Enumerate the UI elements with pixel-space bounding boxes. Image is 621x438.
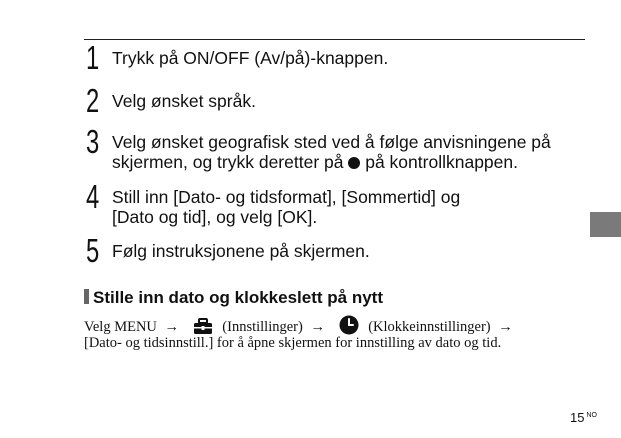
step-number: 4 [86, 178, 100, 215]
step-text-line: Velg ønsket geografisk sted ved å følge anvisningene på [112, 132, 551, 152]
arrow-right-icon: → [498, 319, 513, 335]
step-text [112, 48, 388, 68]
top-rule [84, 39, 585, 40]
step-text-fragment: skjermen, og trykk deretter på [112, 152, 344, 172]
page-language: NO [586, 412, 597, 419]
page-number [570, 409, 597, 425]
section-heading [84, 288, 383, 308]
step-text-line [112, 152, 551, 172]
heading-bar [84, 289, 89, 304]
page-number-value: 15 [570, 410, 585, 425]
step-number: 2 [86, 82, 100, 119]
side-tab [590, 212, 621, 237]
step-text [112, 91, 256, 111]
filled-circle-icon [348, 157, 360, 169]
settings-label: (Innstillinger) [222, 319, 303, 335]
step-text [112, 132, 551, 172]
step-text-line: Still inn [Dato- og tidsformat], [Sommertid] og [112, 187, 461, 207]
step-text-line: [Dato og tid], og velg [OK]. [112, 207, 318, 227]
instruction-line-2: [Dato- og tidsinnstill.] for å åpne skjermen for innstilling av dato og tid. [84, 335, 502, 351]
step-text [112, 241, 370, 261]
step-text-line: Følg instruksjonene på skjermen. [112, 241, 370, 261]
step-text-fragment: på kontrollknappen. [365, 152, 518, 172]
step-text [112, 187, 460, 227]
step-number: 1 [86, 39, 100, 76]
step-text-line: Velg ønsket språk. [112, 91, 256, 111]
clock-settings-label: (Klokkeinnstillinger) [368, 319, 491, 335]
section-heading-text: Stille inn dato og klokkeslett på nytt [93, 288, 383, 307]
arrow-right-icon: → [310, 319, 325, 335]
step-number: 5 [86, 232, 100, 269]
step-text-line: Trykk på ON/OFF (Av/på)-knappen. [112, 48, 389, 68]
instruction-text: Velg MENU [84, 319, 157, 335]
step-number: 3 [86, 123, 100, 160]
arrow-right-icon: → [164, 319, 180, 335]
